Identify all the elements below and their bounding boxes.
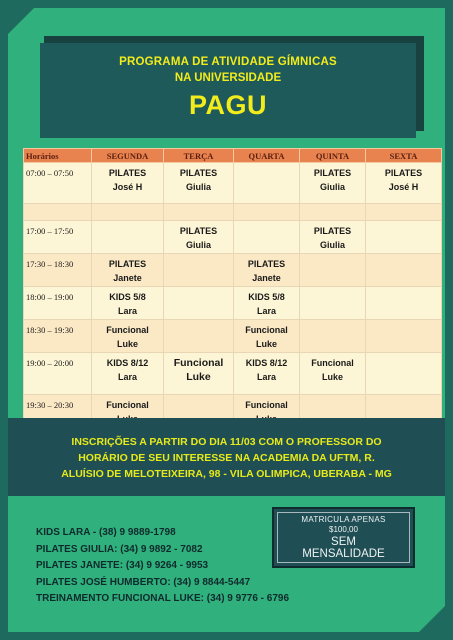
schedule-row: [24, 221, 442, 254]
instructor-name: Lara: [256, 306, 276, 316]
contact-item: KIDS LARA - (38) 9 9889-1798: [36, 527, 176, 538]
registration-info-line-3: ALUÍSIO DE MELOTEIXEIRA, 98 - VILA OLIMPICA, UBERABA - MG: [61, 468, 392, 480]
time-cell: [24, 204, 92, 221]
class-cell: [234, 353, 300, 395]
instructor-name: Lara: [117, 306, 137, 316]
class-name: KIDS 5/8: [109, 292, 146, 302]
corner-decoration-top-left: [8, 8, 34, 34]
enrollment-fee-label: MATRICULA APENAS: [301, 515, 386, 524]
class-cell: [164, 221, 234, 254]
class-name: Funcional: [245, 325, 288, 335]
instructor-name: Luke: [116, 339, 138, 349]
class-cell: [164, 320, 234, 353]
time-cell: 17:00 – 17:50: [24, 221, 92, 254]
class-cell: [92, 353, 164, 395]
class-cell: [366, 254, 442, 287]
schedule-row: [24, 353, 442, 395]
instructor-name: Janete: [252, 273, 281, 283]
class-cell: [164, 163, 234, 204]
class-name: Funcional: [311, 358, 354, 368]
page-title: PAGU: [188, 90, 267, 120]
schedule-table: [23, 148, 442, 430]
class-cell: [366, 204, 442, 221]
instructor-name: José H: [112, 182, 143, 192]
schedule-row: [24, 254, 442, 287]
instructor-name: Lara: [256, 372, 276, 382]
column-header-horarios: Horários: [24, 149, 92, 163]
time-cell: 18:00 – 19:00: [24, 287, 92, 320]
class-name: KIDS 8/12: [245, 358, 288, 368]
instructor-name: Giulia: [185, 240, 211, 250]
class-cell: [300, 287, 366, 320]
registration-info-line-1: INSCRIÇÕES A PARTIR DO DIA 11/03 COM O PROFESSOR DO: [71, 436, 382, 448]
class-cell: [366, 320, 442, 353]
column-header-quinta: QUINTA: [300, 149, 366, 163]
class-cell: [164, 204, 234, 221]
time-cell: 19:00 – 20:00: [24, 353, 92, 395]
banner-line-1: PROGRAMA DE ATIVIDADE GÍMNICAS: [119, 56, 337, 68]
class-name: PILATES: [179, 226, 218, 236]
schedule-row: [24, 163, 442, 204]
corner-decoration-bottom-right: [419, 606, 445, 632]
registration-info-banner: [8, 418, 445, 496]
class-name: KIDS 8/12: [106, 358, 149, 368]
class-name: PILATES: [313, 168, 352, 178]
class-name: PILATES: [108, 259, 147, 269]
registration-info-line-2: HORÁRIO DE SEU INTERESSE NA ACADEMIA DA UFTM, R.: [78, 452, 375, 464]
enrollment-fee-price: $100,00: [329, 525, 358, 534]
class-cell: [92, 287, 164, 320]
column-header-terca: TERÇA: [164, 149, 234, 163]
class-name: PILATES: [313, 226, 352, 236]
enrollment-fee-inner: [277, 512, 410, 563]
class-cell: [300, 204, 366, 221]
class-cell: [300, 163, 366, 204]
class-cell: [164, 287, 234, 320]
class-cell: [164, 353, 234, 395]
time-cell: 17:30 – 18:30: [24, 254, 92, 287]
class-name: PILATES: [108, 168, 147, 178]
column-header-quarta: QUARTA: [234, 149, 300, 163]
class-cell: [164, 254, 234, 287]
poster: [8, 8, 445, 632]
class-cell: [92, 204, 164, 221]
contact-item: PILATES JOSÉ HUMBERTO: (34) 9 8844-5447: [36, 576, 251, 588]
class-name: PILATES: [247, 259, 286, 269]
class-name: Funcional: [106, 325, 149, 335]
no-monthly-fee-line-2: MENSALIDADE: [302, 548, 385, 560]
instructor-name: Luke: [186, 371, 211, 383]
class-cell: [300, 320, 366, 353]
column-header-sexta: SEXTA: [366, 149, 442, 163]
instructor-name: Luke: [255, 339, 277, 349]
schedule-row: [24, 287, 442, 320]
instructor-name: Janete: [113, 273, 142, 283]
time-cell: 18:30 – 19:30: [24, 320, 92, 353]
class-cell: [300, 353, 366, 395]
instructor-name: José H: [388, 182, 419, 192]
class-name: PILATES: [179, 168, 218, 178]
schedule-header-row: [24, 149, 442, 163]
time-cell: 19:30 – 20:30: [24, 395, 92, 430]
class-cell: [92, 320, 164, 353]
contact-item: TREINAMENTO FUNCIONAL LUKE: (34) 9 9776 - 6796: [36, 593, 290, 604]
time-cell: 07:00 – 07:50: [24, 163, 92, 204]
class-cell: [234, 221, 300, 254]
contact-item: PILATES GIULIA: (34) 9 9892 - 7082: [36, 543, 203, 555]
class-cell: [92, 254, 164, 287]
class-cell: [234, 204, 300, 221]
banner-line-2: NA UNIVERSIDADE: [174, 72, 282, 84]
column-header-segunda: SEGUNDA: [92, 149, 164, 163]
class-name: Funcional: [245, 400, 288, 410]
class-name: Funcional: [173, 357, 224, 369]
class-name: PILATES: [384, 168, 423, 178]
class-name: Funcional: [106, 400, 149, 410]
class-cell: [92, 221, 164, 254]
class-cell: [234, 320, 300, 353]
title-banner: [40, 43, 416, 138]
no-monthly-fee-line-1: SEM: [331, 536, 356, 548]
class-cell: [300, 221, 366, 254]
class-cell: [366, 353, 442, 395]
class-cell: [366, 287, 442, 320]
contact-list: [36, 525, 289, 608]
class-cell: [234, 163, 300, 204]
instructor-name: Luke: [321, 372, 343, 382]
instructor-name: Giulia: [319, 182, 345, 192]
class-cell: [234, 254, 300, 287]
instructor-name: Lara: [117, 372, 137, 382]
schedule-row: [24, 320, 442, 353]
class-cell: [92, 163, 164, 204]
enrollment-fee-box: [272, 507, 415, 568]
contact-item: PILATES JANETE: (34) 9 9264 - 9953: [36, 560, 209, 571]
class-cell: [366, 221, 442, 254]
class-cell: [366, 163, 442, 204]
instructor-name: Giulia: [319, 240, 345, 250]
instructor-name: Giulia: [185, 182, 211, 192]
class-cell: [234, 287, 300, 320]
class-cell: [300, 254, 366, 287]
class-name: KIDS 5/8: [248, 292, 285, 302]
schedule-row: [24, 204, 442, 221]
